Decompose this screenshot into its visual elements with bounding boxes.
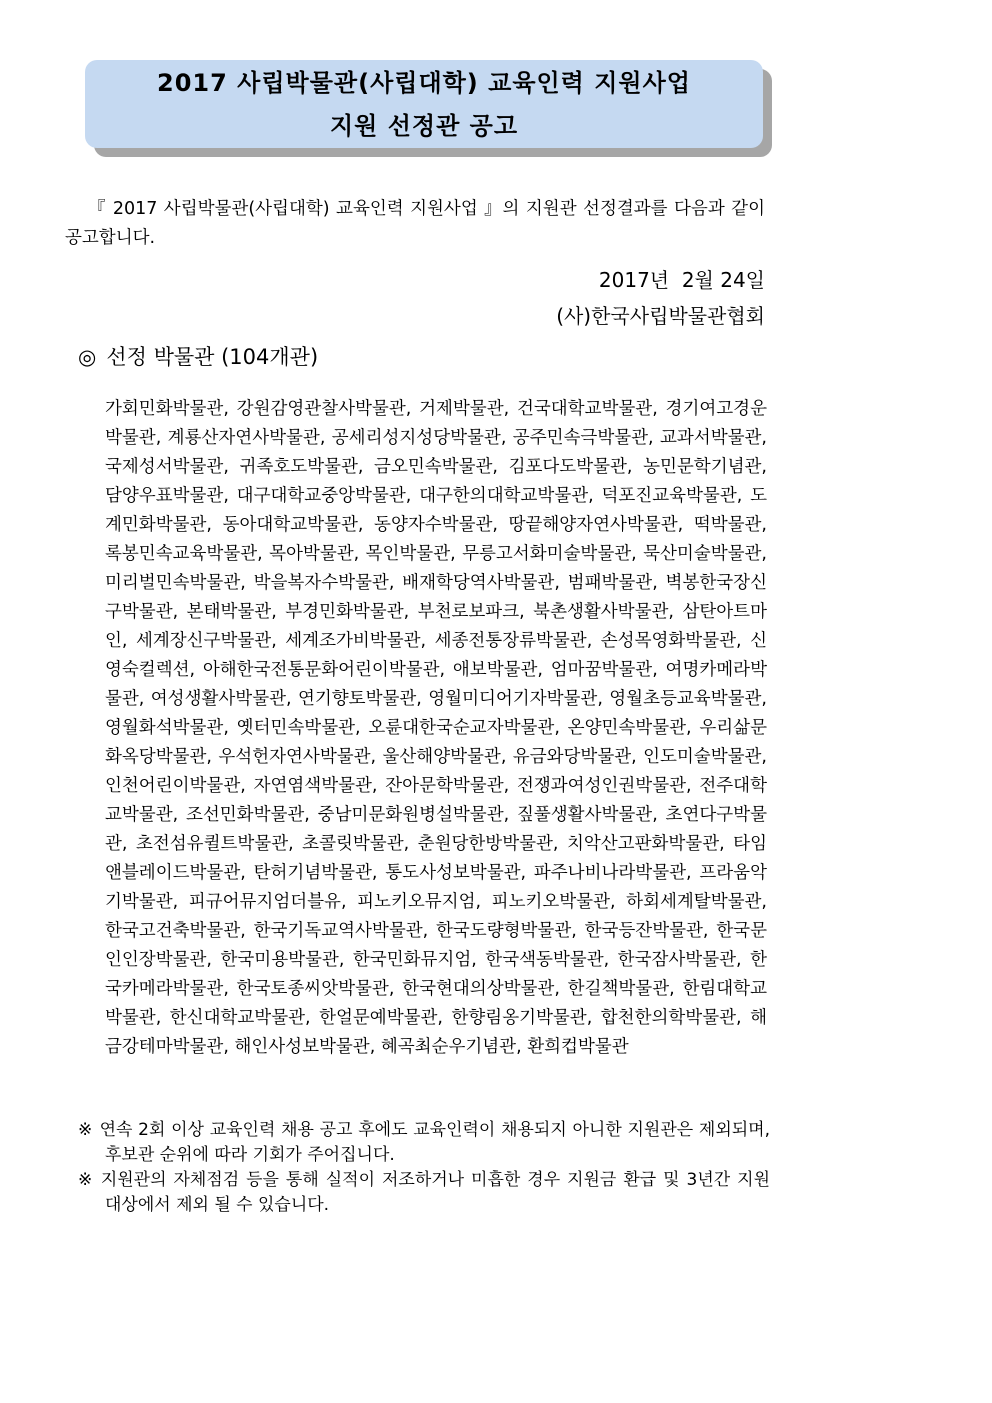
footnote-text: 연속 2회 이상 교육인력 채용 공고 후에도 교육인력이 채용되지 아니한 지원관은 제외되며, 후보관 순위에 따라 기회가 주어집니다. bbox=[99, 1120, 770, 1165]
footnote-text: 지원관의 자체점검 등을 통해 실적이 저조하거나 미흡한 경우 지원금 환급 및 3년간 지원 대상에서 제외 될 수 있습니다. bbox=[100, 1170, 770, 1215]
section-heading-text: 선정 박물관 (104개관) bbox=[106, 345, 319, 369]
section-heading-symbol: ◎ bbox=[78, 345, 97, 369]
footnote-item bbox=[78, 1168, 770, 1218]
document-title-line-1: 2017 사립박물관(사립대학) 교육인력 지원사업 bbox=[157, 69, 691, 97]
document-title-line-2: 지원 선정관 공고 bbox=[330, 112, 518, 140]
section-heading bbox=[78, 342, 992, 372]
footnote-item bbox=[78, 1118, 770, 1168]
museum-list: 가회민화박물관, 강원감영관찰사박물관, 거제박물관, 건국대학교박물관, 경기여고경운박물관, 계룡산자연사박물관, 공세리성지성당박물관, 공주민속극박물관, 교과서박물관, 국제성서박물관, 귀족호도박물관, 금오민속박물관, 김포다도박물관, 농민문학기념관, 담양우표박물관, 대구대학교중앙박물관, 대구한의대학교박물관, 덕포진교육박물관, 도계민화박물관, 동아대학교박물관, 동양자수박물관, 땅끝해양자연사박물관, 떡박물관, 록봉민속교육박물관, 목아박물관, 목인박물관, 무릉고서화미술박물관, 묵산미술박물관, 미리벌민속박물관, 박을복자수박물관, 배재학당역사박물관, 범패박물관, 벽봉한국장신구박물관, 본태박물관, 부경민화박물관, 부천로보파크, 북촌생활사박물관, 삼탄아트마인, 세계장신구박물관, 세계조가비박물관, 세종전통장류박물관, 손성목영화박물관, 신영숙컬렉션, 아해한국전통문화어린이박물관, 애보박물관, 엄마꿈박물관, 여명카메라박물관, 여성생활사박물관, 연기향토박물관, 영월미디어기자박물관, 영월초등교육박물관, 영월화석박물관, 옛터민속박물관, 오륜대한국순교자박물관, 온양민속박물관, 우리삶문화옥당박물관, 우석헌자연사박물관, 울산해양박물관, 유금와당박물관, 인도미술박물관, 인천어린이박물관, 자연염색박물관, 잔아문학박물관, 전쟁과여성인권박물관, 전주대학교박물관, 조선민화박물관, 중남미문화원병설박물관, 짚풀생활사박물관, 초연다구박물관, 초전섬유퀼트박물관, 초콜릿박물관, 춘원당한방박물관, 치악산고판화박물관, 타임앤블레이드박물관, 탄허기념박물관, 통도사성보박물관, 파주나비나라박물관, 프라움악기박물관, 피규어뮤지엄더블유, 피노키오뮤지엄, 피노키오박물관, 하회세계탈박물관, 한국고건축박물관, 한국기독교역사박물관, 한국도량형박물관, 한국등잔박물관, 한국문인인장박물관, 한국미용박물관, 한국민화뮤지엄, 한국색동박물관, 한국잠사박물관, 한국카메라박물관, 한국토종씨앗박물관, 한국현대의상박물관, 한길책박물관, 한림대학교박물관, 한신대학교박물관, 한얼문예박물관, 한향림옹기박물관, 합천한의학박물관, 해금강테마박물관, 해인사성보박물관, 혜곡최순우기념관, 환희컵박물관 bbox=[105, 399, 767, 1057]
footnote-mark: ※ bbox=[78, 1170, 94, 1190]
announcement-date: 2017년 2월 24일 bbox=[598, 268, 765, 292]
footnotes bbox=[78, 1118, 770, 1218]
footnote-mark: ※ bbox=[78, 1120, 93, 1140]
date-block bbox=[0, 262, 765, 334]
issuing-organization: (사)한국사립박물관협회 bbox=[556, 304, 765, 328]
intro-paragraph: 『 2017 사립박물관(사립대학) 교육인력 지원사업 』의 지원관 선정결과를 다음과 같이 공고합니다. bbox=[65, 199, 765, 248]
title-box bbox=[85, 60, 763, 148]
